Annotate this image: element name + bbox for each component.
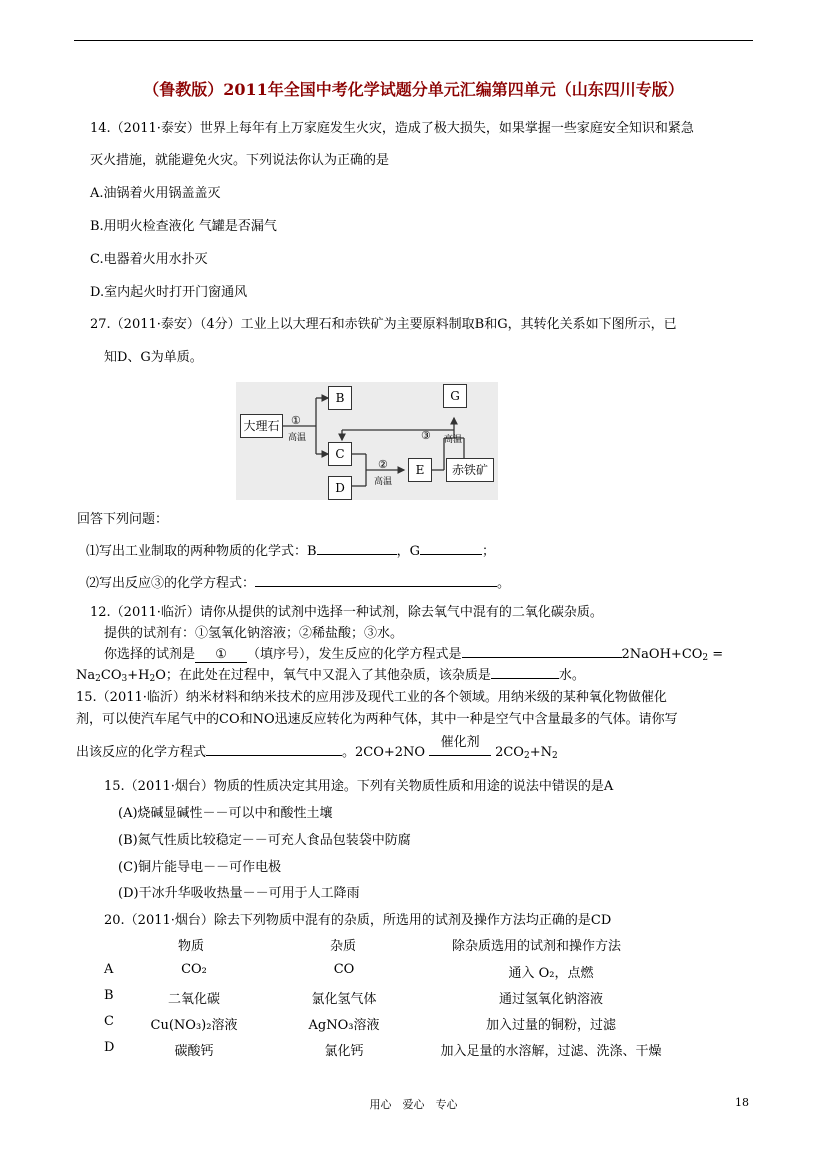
row-c-substance: Cu(NO₃)₂溶液 [150, 1018, 238, 1033]
q15a-line1: 15.（2011·临沂）纳米材料和纳米技术的应用涉及现代工业的各个领域。用纳米级的某种氧化物做催化 [76, 690, 667, 705]
step2-condition: 高温 [374, 477, 393, 487]
q12-line3 [104, 643, 723, 663]
table-header-method: 除杂质选用的试剂和操作方法 [452, 939, 622, 954]
q15a-l3-d: +N [529, 745, 552, 760]
q12-l4-e: 水。 [558, 668, 585, 683]
q14-line1: 14.（2011·泰安）世界上每年有上万家庭发生火灾，造成了极大损失，如果掌握一些家庭安全知识和紧急 [90, 121, 694, 136]
page-number: 18 [735, 1096, 749, 1109]
row-d-label: D [104, 1040, 115, 1055]
row-a-impurity: CO [333, 962, 355, 977]
q15b-option-c: (C)铜片能导电－－可作电极 [118, 860, 282, 875]
q15b-option-a: (A)烧碱显碱性－－可以中和酸性土壤 [118, 806, 333, 821]
catalyst-arrow [425, 735, 495, 760]
step1-condition: 高温 [288, 433, 307, 443]
q14-line2: 灭火措施，就能避免火灾。下列说法你认为正确的是 [90, 153, 390, 168]
q27-line1: 27.（2011·泰安）（4分）工业上以大理石和赤铁矿为主要原料制取B和G，其转化关系如下图所示，已 [90, 317, 677, 332]
q15a-l3-b: 。2CO+2NO [342, 745, 426, 760]
q12-line3-mid: （填序号），发生反应的化学方程式是 [247, 647, 462, 662]
q12-l4-s3: 2 [149, 674, 156, 684]
q27-sub1-text: ⑴写出工业制取的两种物质的化学式：B [86, 544, 317, 559]
q15b-option-b: (B)氮气性质比较稳定－－可充人食品包装袋中防腐 [118, 833, 411, 848]
table-header-substance: 物质 [178, 939, 205, 954]
box-c: C [328, 442, 352, 466]
row-b-substance: 二氧化碳 [167, 992, 220, 1007]
q20-line1: 20.（2011·烟台）除去下列物质中混有的杂质，所选用的试剂及操作方法均正确的是CD [104, 913, 612, 928]
q15a-l3-a: 出该反应的化学方程式 [76, 745, 207, 760]
step2-label: ② [378, 458, 388, 471]
blank-equation3[interactable] [255, 574, 497, 587]
blank-impurity[interactable] [491, 666, 559, 679]
q15a-l3-sub2: 2 [552, 751, 558, 761]
q15b-option-d: (D)干冰升华吸收热量－－可用于人工降雨 [118, 886, 360, 901]
q12-eq-sub: 2 [702, 653, 709, 663]
q12-line3-text: 你选择的试剂是 [104, 647, 196, 662]
q12-answer-reagent: ① [195, 647, 247, 663]
q27-sub1-end: ； [481, 544, 495, 559]
q15a-line3 [76, 735, 558, 761]
row-a-substance: CO₂ [181, 962, 207, 977]
q15b-line1: 15.（2011·烟台）物质的性质决定其用途。下列有关物质性质和用途的说法中错误的是A [104, 779, 614, 794]
q12-l4-s1: 2 [95, 674, 101, 684]
box-g: G [443, 384, 467, 408]
q27-sub2-text: ⑵写出反应③的化学方程式： [86, 576, 256, 591]
q14-option-d: D.室内起火时打开门窗通风 [90, 285, 248, 300]
q15a-line2: 剂，可以使汽车尾气中的CO和NO迅速反应转化为两种气体，其中一种是空气中含量最多的气体。请你写 [76, 712, 678, 727]
row-d-impurity: 氯化钙 [324, 1044, 364, 1059]
q12-l4-c: +H [127, 668, 150, 683]
q27-sub1 [86, 540, 495, 559]
row-a-label: A [104, 962, 114, 977]
equation-line [429, 755, 491, 756]
q12-l4-s2: 3 [121, 674, 128, 684]
blank-g[interactable] [420, 542, 482, 555]
q12-line2: 提供的试剂有：①氢氧化钠溶液；②稀盐酸；③水。 [104, 626, 404, 641]
row-b-label: B [104, 988, 114, 1003]
blank-equation12[interactable] [462, 645, 622, 658]
q12-equation: 2NaOH+CO [621, 647, 703, 662]
box-hematite: 赤铁矿 [446, 458, 494, 482]
row-d-method: 加入足量的水溶解，过滤、洗涤、干燥 [440, 1044, 662, 1059]
catalyst-label: 催化剂 [440, 735, 480, 750]
table-header-impurity: 杂质 [330, 939, 357, 954]
q27-sub2-end: 。 [497, 576, 511, 591]
q14-option-c: C.电器着火用水扑灭 [90, 252, 208, 267]
page-title: （鲁教版）2011年全国中考化学试题分单元汇编第四单元（山东四川专版） [143, 80, 684, 99]
row-a-method: 通入 O₂，点燃 [508, 966, 594, 981]
q27-line2: 知D、G为单质。 [104, 350, 203, 365]
q12-line4 [76, 664, 585, 684]
box-e: E [408, 458, 432, 482]
row-d-substance: 碳酸钙 [174, 1044, 214, 1059]
q15a-l3-sub: 2 [523, 751, 530, 761]
q14-option-a: A.油锅着火用锅盖盖灭 [90, 186, 221, 201]
q12-line1: 12.（2011·临沂）请你从提供的试剂中选择一种试剂，除去氧气中混有的二氧化碳杂质。 [90, 605, 603, 620]
row-b-impurity: 氯化氢气体 [311, 992, 377, 1007]
row-b-method: 通过氢氧化钠溶液 [498, 992, 603, 1007]
conversion-diagram [236, 382, 498, 500]
q15a-l3-c: 2CO [495, 745, 524, 760]
step3-condition: 高温 [444, 435, 463, 445]
box-d: D [328, 476, 352, 500]
box-marble: 大理石 [240, 414, 283, 438]
header-rule [74, 40, 753, 41]
q27-sub1-g: ，G [396, 544, 420, 559]
q27-answer-prompt: 回答下列问题： [77, 512, 169, 527]
q14-option-b: B.用明火检查液化 气罐是否漏气 [90, 219, 277, 234]
blank-equation15[interactable] [206, 743, 342, 756]
row-c-impurity: AgNO₃溶液 [308, 1018, 380, 1033]
blank-b[interactable] [317, 542, 397, 555]
box-b: B [328, 386, 352, 410]
row-c-label: C [104, 1014, 114, 1029]
step3-label: ③ [421, 429, 431, 442]
step1-label: ① [291, 414, 301, 427]
q12-l4-b: CO [100, 668, 122, 683]
q12-l4-d: O；在此处在过程中，氧气中又混入了其他杂质，该杂质是 [155, 668, 491, 683]
q12-eq-end: = [708, 647, 724, 662]
q27-sub2 [86, 572, 510, 591]
row-c-method: 加入过量的铜粉，过滤 [485, 1018, 616, 1033]
footer-motto: 用心 爱心 专心 [369, 1098, 458, 1111]
q12-l4-a: Na [76, 668, 96, 683]
